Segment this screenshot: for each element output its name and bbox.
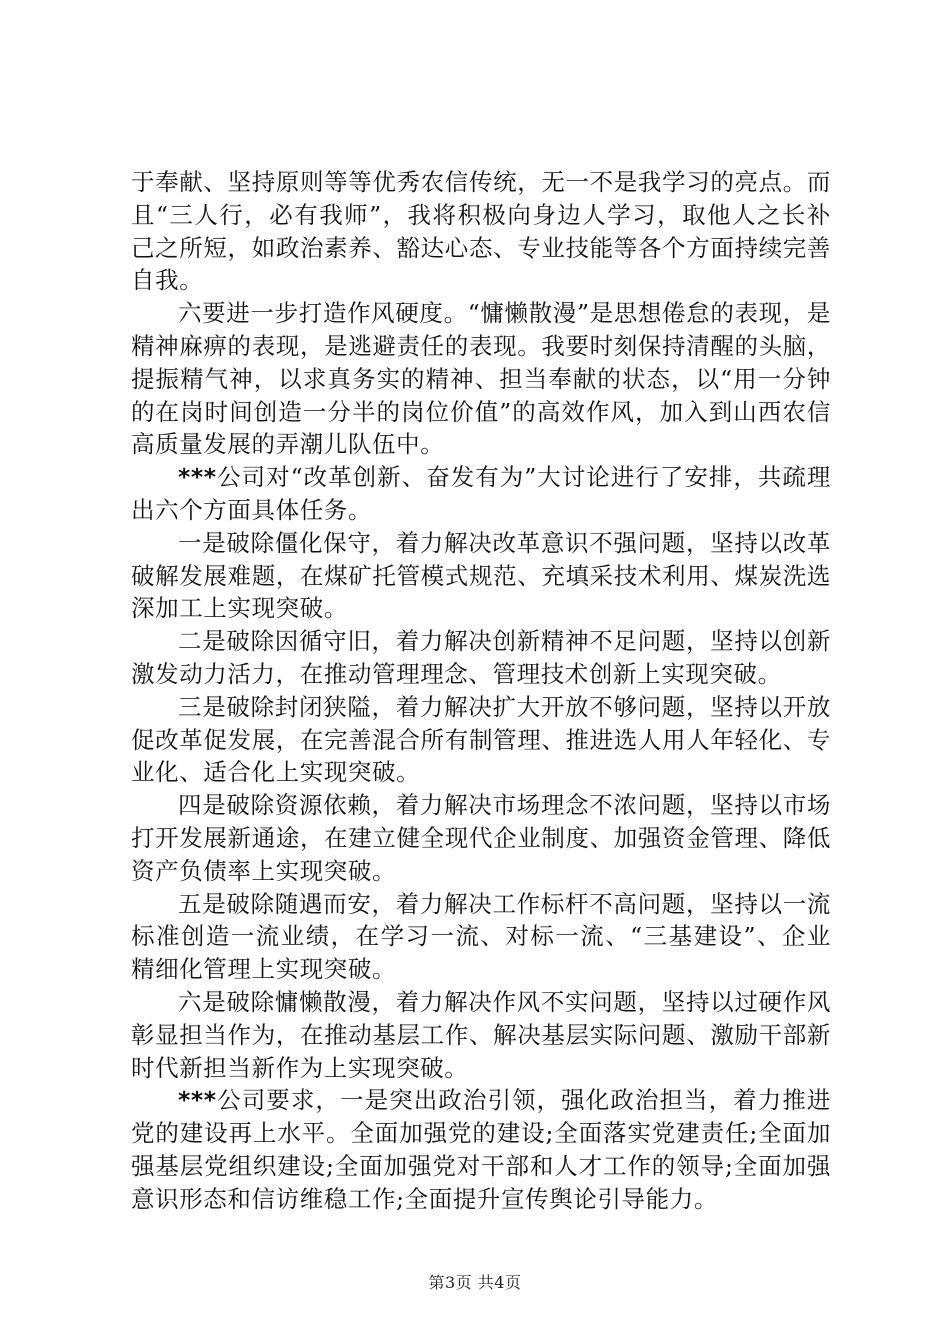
paragraph-8 [131,888,831,986]
paragraph-3-text: 公司对“改革创新、奋发有为”大讨论进行了安排，共疏理出六个方面具体任务。 [131,463,831,524]
paragraph-4-text: 一是破除僵化保守，着力解决改革意识不强问题，坚持以改革破解发展难题，在煤矿托管模式规范、充填采技术利用、煤炭洗选深加工上实现突破。 [131,528,831,623]
paragraph-5 [131,625,831,691]
page-number-footer: 第3页 共4页 [428,1273,522,1292]
paragraph-10 [131,1084,831,1215]
paragraph-8-text: 五是破除随遇而安，着力解决工作标杆不高问题，坚持以一流标准创造一流业绩，在学习一流、对标一流、“三基建设”、企业精细化管理上实现突破。 [131,889,831,984]
paragraph-1-text: 于奉献、坚持原则等等优秀农信传统，无一不是我学习的亮点。而且“三人行，必有我师”，我将积极向身边人学习，取他人之长补己之所短，如政治素养、豁达心态、专业技能等各个方面持续完善自我。 [131,168,831,295]
paragraph-9-text: 六是破除慵懒散漫，着力解决作风不实问题，坚持以过硬作风彰显担当作为，在推动基层工作、解决基层实际问题、激励干部新时代新担当新作为上实现突破。 [131,987,831,1082]
paragraph-7-text: 四是破除资源依赖，着力解决市场理念不浓问题，坚持以市场打开发展新通途，在建立健全现代企业制度、加强资金管理、降低资产负债率上实现突破。 [131,791,831,885]
paragraph-7 [131,789,831,887]
paragraph-10-prefix: *** [178,1086,217,1115]
paragraph-3 [131,461,831,527]
paragraph-4 [131,527,831,625]
paragraph-6-text: 三是破除封闭狭隘，着力解决扩大开放不够问题，坚持以开放促改革促发展，在完善混合所有制管理、推进选人用人年轻化、专业化、适合化上实现突破。 [131,692,831,787]
paragraph-5-text: 二是破除因循守旧，着力解决创新精神不足问题，坚持以创新激发动力活力，在推动管理理念、管理技术创新上实现突破。 [131,627,831,688]
paragraph-2-text: 六要进一步打造作风硬度。“慵懒散漫”是思想倦怠的表现，是精神麻痹的表现，是逃避责任的表现。我要时刻保持清醒的头脑，提振精气神，以求真务实的精神、担当奉献的状态，以“用一分钟的在岗时间创造一分半的岗位价值”的高效作风，加入到山西农信高质量发展的弄潮儿队伍中。 [131,299,831,459]
paragraph-1 [131,166,831,297]
paragraph-6 [131,691,831,789]
paragraph-2 [131,297,831,461]
document-body [131,166,831,1216]
paragraph-10-text: 公司要求，一是突出政治引领，强化政治担当，着力推进党的建设再上水平。全面加强党的建设;全面落实党建责任;全面加强基层党组织建设;全面加强党对干部和人才工作的领导;全面加强意识形态和信访维稳工作;全面提升宣传舆论引导能力。 [131,1086,831,1213]
paragraph-9 [131,986,831,1084]
paragraph-3-prefix: *** [178,463,217,492]
